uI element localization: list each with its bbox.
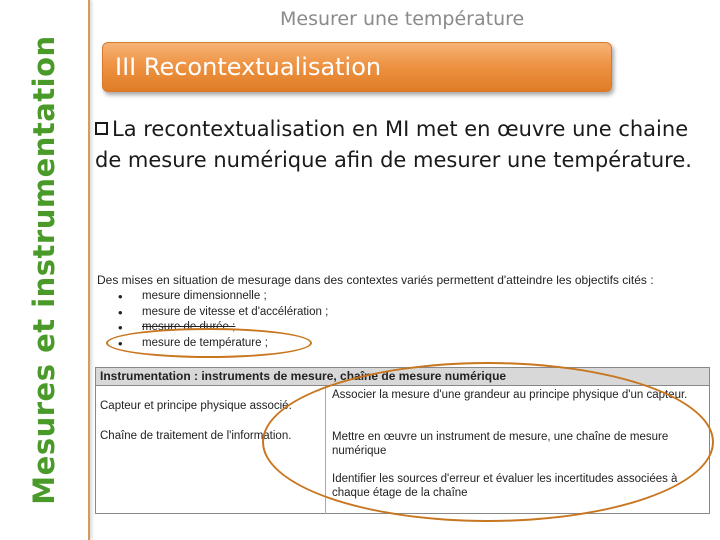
section-title: III Recontextualisation [115,53,382,81]
body-paragraph-text: La recontextualisation en MI met en œuvre une chaine de mesure numérique afin de mesurer une température. [95,117,692,172]
list-item-text: mesure dimensionnelle ; [142,290,267,302]
body-paragraph [95,114,705,176]
list-item-text: mesure de température ; [142,336,268,349]
sidebar [0,0,90,540]
highlight-oval [262,362,714,522]
table-cell: Associer la mesure d'une grandeur au principe physique d'un capteur. [332,389,688,401]
section-banner [102,42,612,92]
list-item [118,289,328,305]
list-item [118,305,328,321]
table-cell: Capteur et principe physique associé. [100,400,292,412]
excerpt-intro: Des mises en situation de mesurage dans des contextes variés permettent d'atteindre les objectifs cités : [97,273,654,287]
table-cell: Identifier les sources d'erreur et évaluer les incertitudes associées à chaque étage de la chaîne [332,473,678,499]
table-header: Instrumentation : instruments de mesure, chaîne de mesure numérique [96,368,709,386]
list-item-text: mesure de vitesse et d'accélération ; [142,305,329,318]
list-item-text: mesure de durée ; [142,321,236,333]
table-cell: Chaîne de traitement de l'information. [100,430,292,442]
hollow-square-bullet-icon [95,122,108,135]
sidebar-title: Mesures et instrumentation [27,35,61,505]
page-title: Mesurer une température [280,8,525,30]
highlight-oval [106,328,312,358]
table-cell: Mettre en œuvre un instrument de mesure, une chaîne de mesure numérique [332,431,669,457]
